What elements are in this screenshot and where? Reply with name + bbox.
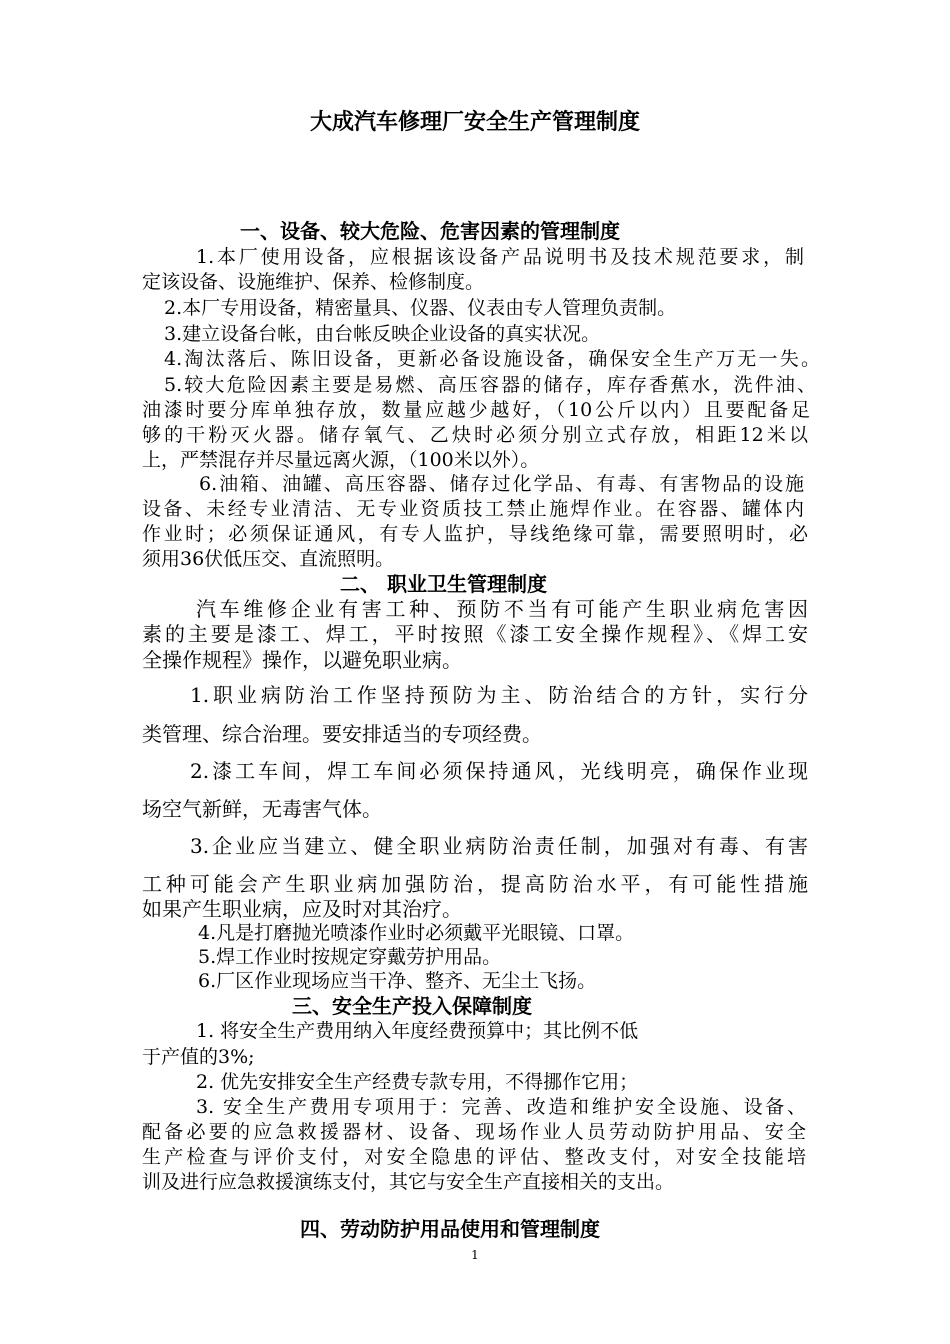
section2-line: 汽车维修企业有害工种、预防不当有可能产生职业病危害因 [196,597,808,621]
section2-line: 3.企业应当建立、健全职业病防治责任制，加强对有毒、有害 [190,834,808,858]
section3-line: 2. 优先安排安全生产经费专款专用，不得挪作它用； [196,1071,639,1093]
section3-line: 3. 安全生产费用专项用于：完善、改造和维护安全设施、设备、 [196,1096,806,1118]
section2-line: 6.厂区作业现场应当干净、整齐、无尘土飞扬。 [198,970,597,992]
document-title: 大成汽车修理厂安全生产管理制度 [309,110,640,135]
section3-line: 配备必要的应急救援器材、设备、现场作业人员劳动防护用品、安全 [142,1121,806,1143]
section2-line: 5.焊工作业时按规定穿戴劳护用品。 [198,946,502,968]
section1-line: 作业时；必须保证通风，有专人监护，导线绝缘可靠，需要照明时，必 [142,523,808,545]
section2-line: 工种可能会产生职业病加强防治，提高防治水平，有可能性措施 [142,872,808,896]
section3-line: 1. 将安全生产费用纳入年度经费预算中；其比例不低 [196,1020,639,1042]
section1-line: 设备、未经专业清洁、无专业资质技工禁止施焊作业。在容器、罐体内 [142,498,804,520]
section2-line: 全操作规程》操作，以避免职业病。 [142,648,462,672]
section2-line: 场空气新鲜，无毒害气体。 [142,797,382,821]
section2-line: 2.漆工车间，焊工车间必须保持通风，光线明亮，确保作业现 [190,759,808,783]
section4-heading: 四、劳动防护用品使用和管理制度 [300,1217,600,1241]
section2-line: 素的主要是漆工、焊工，平时按照《漆工安全操作规程》、《焊工安 [142,622,808,646]
section1-line: 须用36伏低压交、直流照明。 [142,548,395,570]
section1-line: 5.较大危险因素主要是易燃、高压容器的储存，库存香蕉水，洗件油、 [164,374,816,396]
section2-line: 4.凡是打磨抛光喷漆作业时必须戴平光眼镜、口罩。 [198,922,635,944]
section1-line: 油漆时要分库单独存放，数量应越少越好，（10公斤以内）且要配备足 [142,399,810,421]
section2-line: 类管理、综合治理。要安排适当的专项经费。 [142,722,542,746]
section1-line: 3.建立设备台帐，由台帐反映企业设备的真实状况。 [164,323,601,345]
section1-line: 1.本厂使用设备，应根据该设备产品说明书及技术规范要求，制 [196,246,804,268]
section1-line: 定该设备、设施维护、保养、检修制度。 [142,271,485,293]
section1-line: 6.油箱、油罐、高压容器、储存过化学品、有毒、有害物品的设施 [199,473,804,495]
section3-line: 训及进行应急救援演练支付，其它与安全生产直接相关的支出。 [142,1171,675,1193]
section1-line: 够的干粉灭火器。储存氧气、乙炔时必须分别立式存放，相距12米以 [142,424,808,446]
section1-line: 2.本厂专用设备，精密量具、仪器、仪表由专人管理负责制。 [164,297,677,319]
section3-line: 生产检查与评价支付，对安全隐患的评估、整改支付，对安全技能培 [142,1146,806,1168]
section2-line: 1.职业病防治工作坚持预防为主、防治结合的方针，实行分 [190,683,808,707]
section2-line: 如果产生职业病，应及时对其治疗。 [142,897,462,921]
section1-heading: 一、设备、较大危险、危害因素的管理制度 [240,219,620,243]
section1-line: 4.淘汰落后、陈旧设备，更新必备设施设备，确保安全生产万无一失。 [164,348,820,370]
section2-heading: 二、 职业卫生管理制度 [340,572,547,596]
page-number: 1 [471,1248,479,1262]
section3-heading: 三、安全生产投入保障制度 [292,994,532,1018]
section1-line: 上，严禁混存并尽量远离火源，（100米以外）。 [142,449,540,471]
section3-line: 于产值的3%; [142,1046,255,1068]
